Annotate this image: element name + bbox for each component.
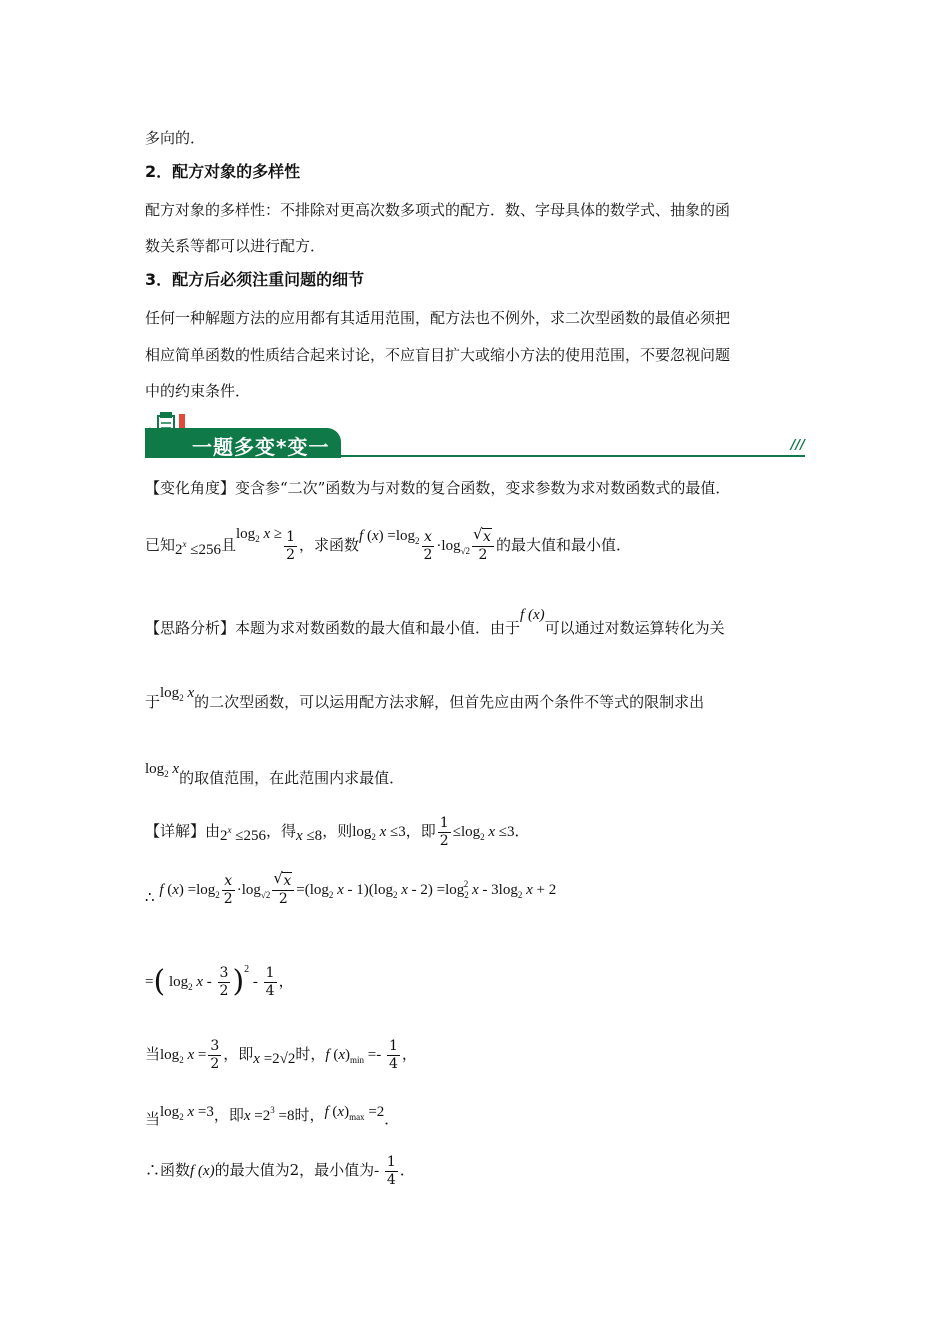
detail-line-4: 当$\log_2 x$ = $\frac{3}{2}$ ，即x =2√2时，f $(x)_{min}$ =- $\frac{1}{4}$ ， xyxy=(145,1037,417,1072)
section-heading-3: 3．配方后必须注重问题的细节 xyxy=(145,270,365,289)
detail-line-1: 【详解】由$2^x \le 256$，得x ≤8，则$\log_2 x \le 3$，即 $\frac{1}{2}$ $\le\log_2$ x ≤3． xyxy=(145,814,530,849)
paragraph-2-line-1: 配方对象的多样性：不排除对更高次数多项式的配方．数、字母具体的数学式、抽象的函 xyxy=(145,201,731,219)
detail-line-5: 当$\log_2 x =3$，即$x =2^3 =8$时，f $(x)_{max} =2$． xyxy=(145,1104,400,1128)
cond-2x: $2^x \le 256$ xyxy=(175,539,221,558)
paragraph-2-line-2: 数关系等都可以进行配方． xyxy=(145,237,326,255)
problem-statement: 已知$2^x \le 256$且$\log_2 x$ ≥ $\frac{1}{2}$ ，求函数f $(x) =\log_2$ $\frac{x}{2}$ $\cdot\log_{√2}$ √ $\frac{x}{2}$ 的最大值和最小值． xyxy=(145,512,631,556)
frac-1-2: $\frac{1}{2}$ xyxy=(286,528,296,563)
detail-line-2: ∴ f $(x) =\log_2$ $\frac{x}{2}$ $\cdot\log_{√2}$ √ $\frac{x}{2}$ $=(\log_2$ x - $1)(\log_2$ $x - 2) =\log_2^2$ x - $3\log_2$ x + 2 xyxy=(145,862,556,919)
variant-note: 【变化角度】变含参“二次”函数为与对数的复合函数，变求参数为求对数函数式的最值． xyxy=(145,479,731,497)
paragraph-3-line-3: 中的约束条件． xyxy=(145,382,251,400)
analysis-line-1: 【思路分析】本题为求对数函数的最大值和最小值．由于f (x)可以通过对数运算转化为关 xyxy=(145,607,725,637)
cond-log: $\log_2 x$ ≥ xyxy=(236,526,283,544)
banner-title: 一题多变*变一 xyxy=(192,435,330,459)
paragraph-3-line-1: 任何一种解题方法的应用都有其适用范围，配方法也不例外，求二次型函数的最值必须把 xyxy=(145,309,731,327)
paragraph-end: 多向的． xyxy=(145,129,206,147)
analysis-line-2: 于$\log_2 x$的二次型函数，可以运用配方法求解，但首先应由两个条件不等式的限制求出 xyxy=(145,685,705,711)
conclusion-line: ∴函数f (x)的最大值为2，最小值为- $\frac{1}{4}$ ． xyxy=(145,1153,415,1188)
paragraph-3-line-2: 相应简单函数的性质结合起来讨论，不应盲目扩大或缩小方法的使用范围，不要忽视问题 xyxy=(145,346,731,364)
analysis-line-3: $\log_2 x$的取值范围，在此范围内求最值． xyxy=(145,761,405,787)
function-f: f $(x) =\log_2$ xyxy=(359,528,420,546)
section-banner xyxy=(145,408,805,458)
detail-line-3: =( $\log_2 x$ - $\frac{3}{2}$ )$^2$ - $\frac{1}{4}$ ， xyxy=(145,964,294,999)
section-heading-2: 2．配方对象的多样性 xyxy=(145,162,301,181)
banner-rule xyxy=(335,455,805,457)
banner-slashes: /// xyxy=(790,438,805,453)
